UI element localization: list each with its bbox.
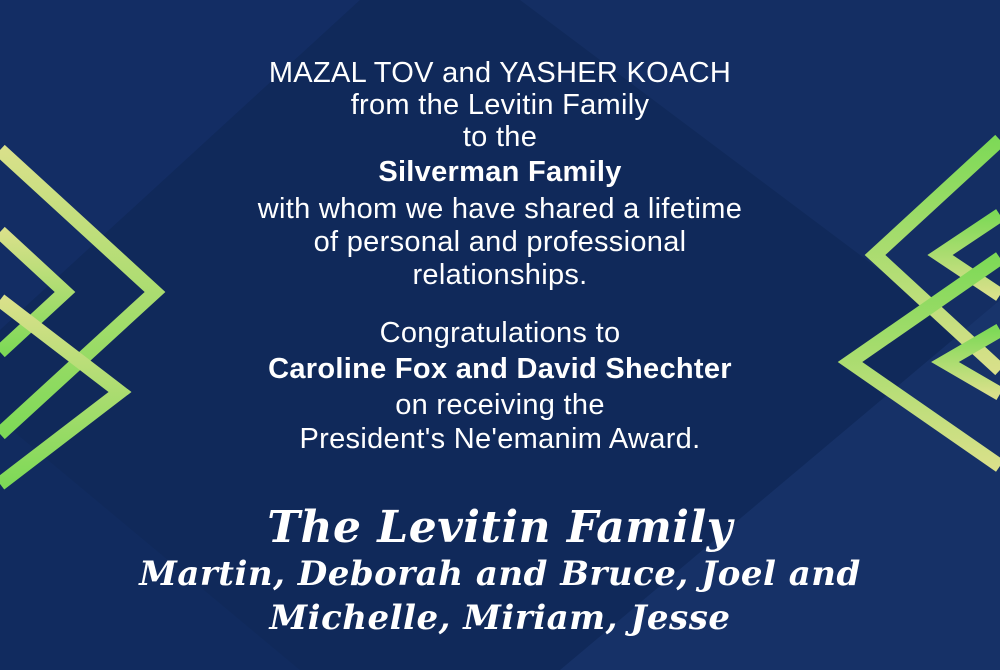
message-line: of personal and professional [313,226,687,258]
congrats-line: Congratulations to [379,317,621,349]
signature-names-line: Michelle, Miriam, Jesse [269,598,731,638]
signature-title: The Levitin Family [267,502,733,553]
message-line: relationships. [412,259,588,291]
message-line: with whom we have shared a lifetime [257,193,743,225]
message-line: to the [462,121,538,153]
message-line: MAZAL TOV and YASHER KOACH [268,57,732,89]
signature-names-line: Martin, Deborah and Bruce, Joel and [139,554,861,594]
message-line: from the Levitin Family [350,89,650,121]
honoree-names: Caroline Fox and David Shechter [268,353,732,385]
award-name: President's Ne'emanim Award. [299,423,701,455]
honoree-family-name: Silverman Family [378,156,622,188]
congrats-line: on receiving the [395,389,605,421]
